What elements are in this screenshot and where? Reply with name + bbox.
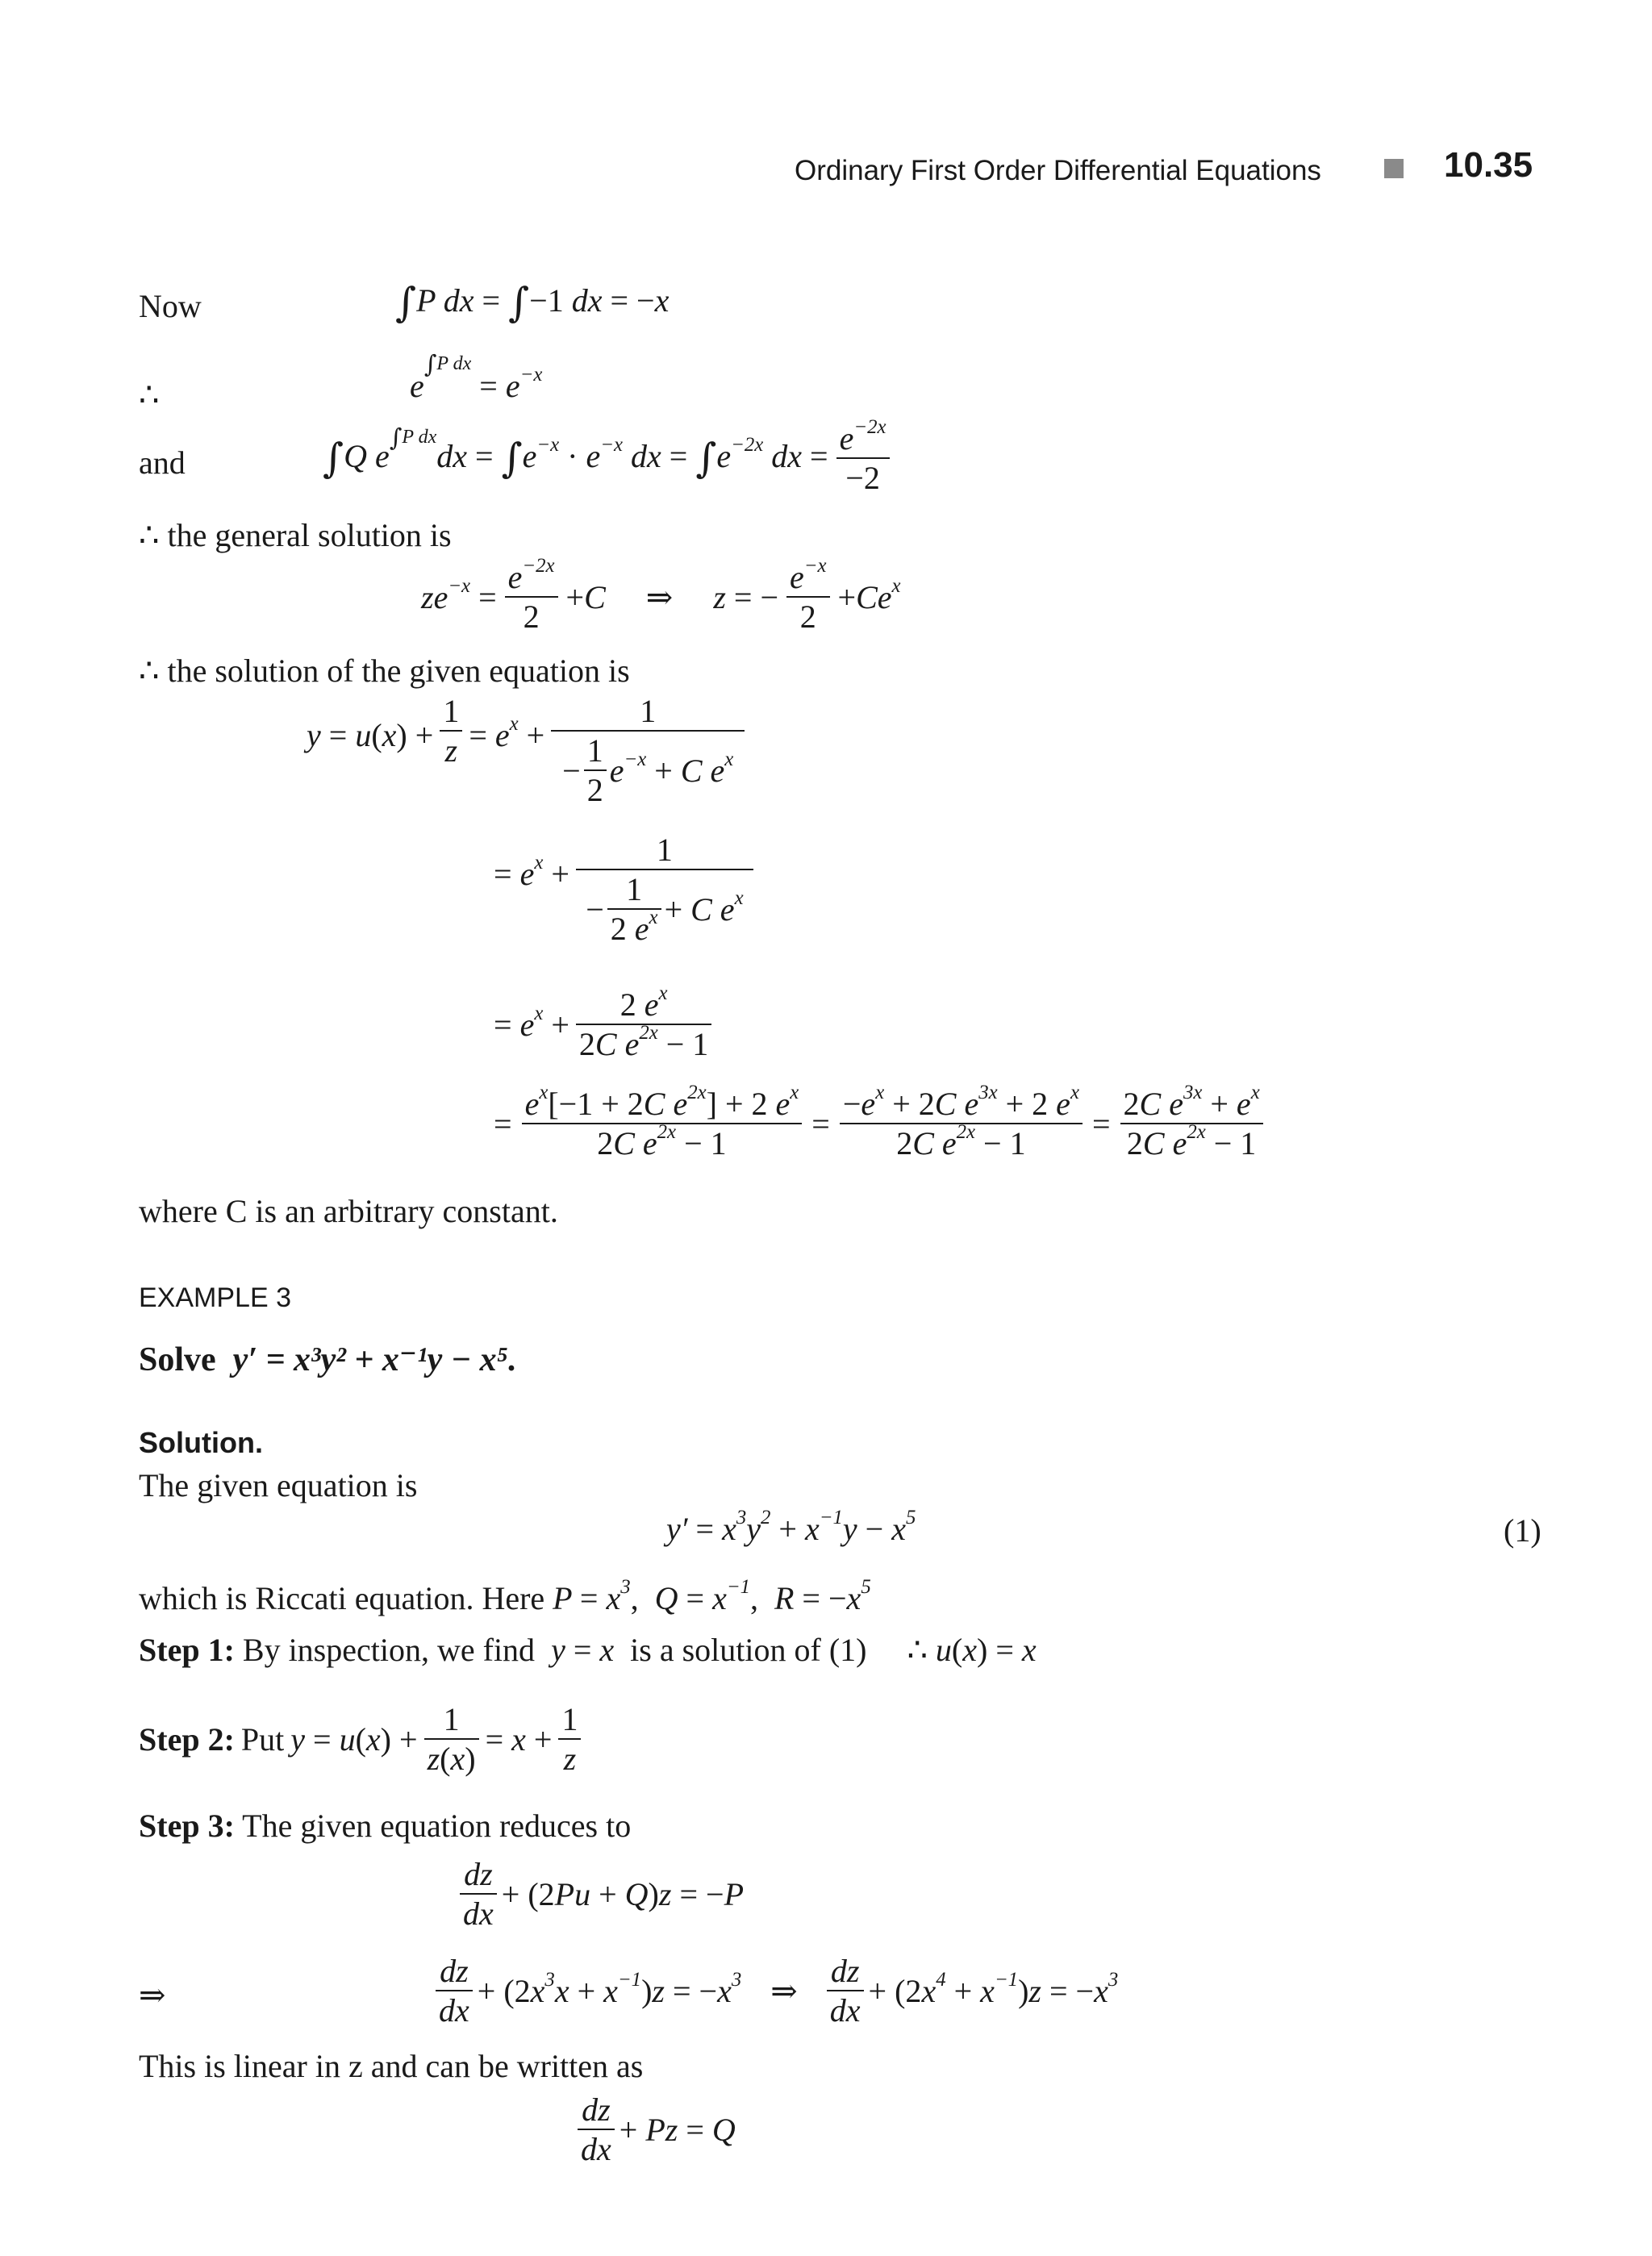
- step1-line: Step 1: By inspection, we find y = x is a solution of (1) ∴ u(x) = x: [139, 1632, 1037, 1668]
- solution-given-intro: ∴ the solution of the given equation is: [139, 653, 630, 689]
- label-now: Now: [139, 288, 202, 324]
- riccati-line: which is Riccati equation. Here $P = x^3$, $Q = x^{-1}$, $R = -x^5$: [139, 1576, 871, 1616]
- solve-word: Solve: [139, 1341, 216, 1378]
- eq-riccati: $y' = x^3y^2 + x^{-1}y - x^5$: [666, 1507, 916, 1547]
- label-and: and: [139, 444, 186, 481]
- riccati-text: which is Riccati equation. Here: [139, 1580, 545, 1616]
- eq-integral-p: ∫P dx = ∫−1 dx = −x: [395, 279, 670, 326]
- eq-y-step-1: y = u(x) + $\frac{1}{z}$ = $e^x$ + 1 − $\frac{1}{2}$ $e^{-x} + C$ $e^x$: [307, 692, 745, 809]
- eq-y-step-4: = $\frac{e^x[-1 + 2C e^{2x}] + 2 e^x}{2C e^{2x} - 1}$ = $\frac{-e^x + 2C e^{3x} + 2 e^x}{2C e^{2x} - 1}$ = $\frac{2C e^{3x} + e^x}{2C e^{2x} - 1}$: [494, 1085, 1263, 1162]
- step1-text2: is a solution of (1): [630, 1632, 867, 1668]
- running-title: Ordinary First Order Differential Equations: [795, 155, 1321, 186]
- linear-text: This is linear in z and can be written as: [139, 2048, 644, 2084]
- example-heading: EXAMPLE 3: [139, 1282, 291, 1313]
- eq-y-step-3: = $e^x$ + $\frac{2 e^x}{2C e^{2x} - 1}$: [494, 986, 711, 1063]
- step2-line: Step 2: Put y = u(x) + $\frac{1}{z(x)}$ = x + $\frac{1}{z}$: [139, 1700, 581, 1778]
- eq-number: (1): [1504, 1512, 1541, 1549]
- page-number: 10.35: [1444, 145, 1533, 185]
- solution-heading: Solution.: [139, 1426, 263, 1459]
- eq-integral-q: ∫Q $e^{\int P dx}dx = \int e^{-x} \cdot e^{-x}$ dx = $\int e^{-2x}$ dx = $\frac{e^{-2x}}{-2}$: [323, 419, 890, 497]
- step3-text: The given equation reduces to: [242, 1808, 632, 1844]
- eq-general-solution: $ze^{-x}$ = $\frac{e^{-2x}}{2}$ +C ⇒ z = − $\frac{e^{-x}}{2}$ $+Ce^x$: [421, 555, 901, 635]
- step2-label: Step 2:: [139, 1720, 235, 1758]
- eq-reduced-substituted: $\frac{dz}{dx}$ + $(2x^3x + x^{-1})z = -x^3$ ⇒ $\frac{dz}{dx}$ + $(2x^4 + x^{-1})z = -x^3$: [436, 1952, 1118, 2029]
- step3-line: [139, 1807, 631, 1845]
- eq-y-step-2: = $e^x$ + 1 − $\frac{1}{2 e^x}$ + C $e^x$: [494, 831, 753, 948]
- header-square-icon: [1384, 159, 1404, 178]
- arbitrary-constant-text: where C is an arbitrary constant.: [139, 1193, 558, 1229]
- general-solution-intro: ∴ the general solution is: [139, 517, 452, 553]
- eq-integrating-factor: $e^{\int P dx} = e^{-x}$: [410, 350, 543, 404]
- eq-reduced: $\frac{dz}{dx}$ + (2Pu + Q)z = −P: [460, 1855, 744, 1933]
- example-problem: [139, 1339, 517, 1379]
- step3-label: Step 3:: [139, 1808, 235, 1844]
- problem-statement: y′ = x³y² + x⁻¹y − x⁵.: [232, 1341, 517, 1378]
- implies-arrow: ⇒: [139, 1977, 166, 2013]
- label-therefore-1: ∴: [139, 377, 160, 413]
- eq-linear-form: $\frac{dz}{dx}$ + Pz = Q: [578, 2091, 736, 2168]
- step1-text: By inspection, we find: [242, 1632, 536, 1668]
- step1-label: Step 1:: [139, 1632, 235, 1668]
- step2-text: Put: [240, 1720, 285, 1758]
- given-eq-text: The given equation is: [139, 1467, 418, 1503]
